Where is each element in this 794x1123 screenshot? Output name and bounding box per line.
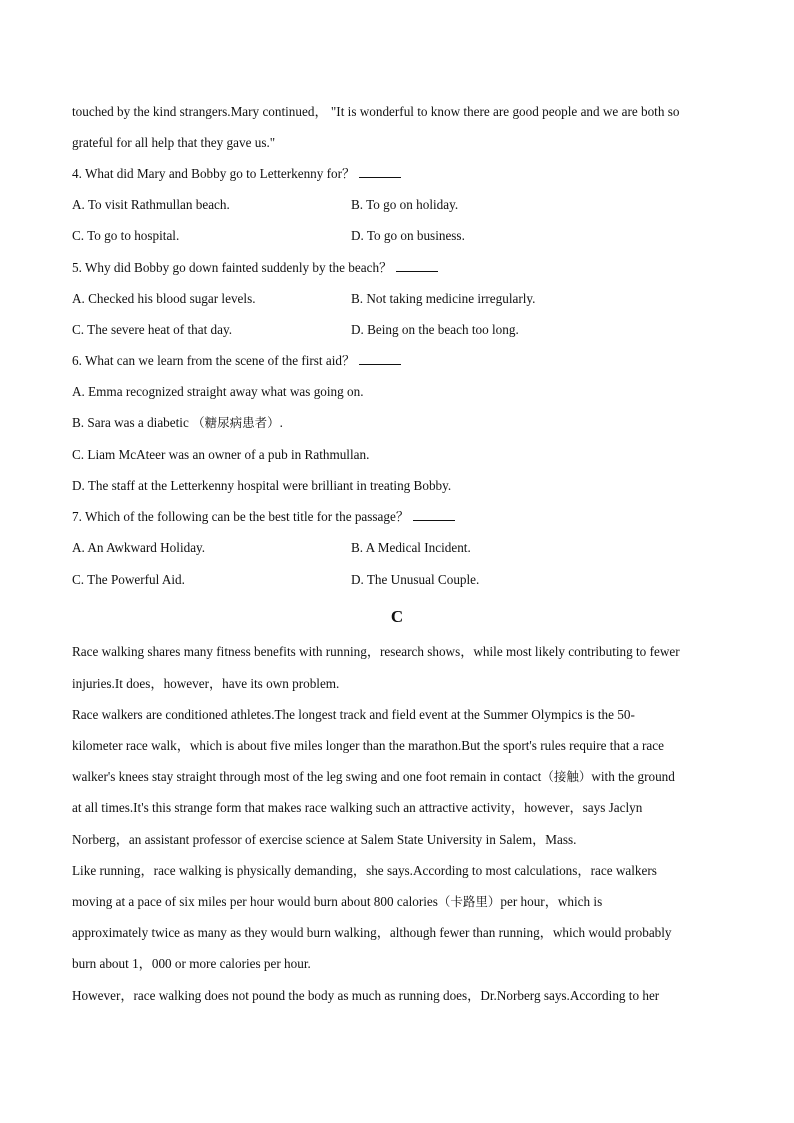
section-c-line-9-text: moving at a pace of six miles per hour would burn about 800 calories	[72, 894, 438, 909]
answer-blank-5	[396, 259, 438, 272]
section-c-line-7: Norberg，an assistant professor of exercise science at Salem State University in Salem，Mass.	[72, 832, 577, 847]
section-c-line-12: However，race walking does not pound the body as much as running does，Dr.Norberg says.According to her	[72, 988, 660, 1003]
question-6-option-a: A. Emma recognized straight away what was going on.	[72, 384, 364, 399]
passage-b-line-1: touched by the kind strangers.Mary continued， "It is wonderful to know there are good people and we are both so	[72, 104, 680, 119]
question-5-stem	[72, 258, 722, 278]
section-c-line-5-text: walker's knees stay straight through most of the leg swing and one foot remain in contact	[72, 769, 542, 784]
question-7-option-b: B. A Medical Incident.	[351, 540, 471, 555]
question-5-option-a: A. Checked his blood sugar levels.	[72, 291, 256, 306]
question-4-option-a: A. To visit Rathmullan beach.	[72, 197, 230, 212]
answer-blank-7	[413, 508, 455, 521]
answer-blank-6	[359, 352, 401, 365]
question-7-option-c: C. The Powerful Aid.	[72, 572, 185, 587]
section-c-line-9-end: per hour，which is	[500, 894, 603, 909]
question-5-option-d: D. Being on the beach too long.	[351, 322, 519, 337]
question-6-option-b-text: B. Sara was a diabetic	[72, 415, 193, 430]
question-6-option-d: D. The staff at the Letterkenny hospital were brilliant in treating Bobby.	[72, 478, 452, 493]
question-6-stem	[72, 351, 722, 371]
section-c-line-10: approximately twice as many as they would burn walking，although fewer than running，which would probably	[72, 925, 672, 940]
question-6-option-b-end: .	[279, 415, 283, 430]
question-7-stem	[72, 507, 722, 527]
question-5-text: 5. Why did Bobby go down fainted suddenly by the beach？	[72, 260, 393, 275]
question-7-option-d: D. The Unusual Couple.	[351, 572, 480, 587]
section-c-line-5-gloss: （接触）	[541, 769, 592, 784]
question-7-text: 7. Which of the following can be the best title for the passage？	[72, 509, 410, 524]
question-5-option-c: C. The severe heat of that day.	[72, 322, 233, 337]
section-c-line-9-gloss: （卡路里）	[437, 894, 501, 909]
question-7-option-a: A. An Awkward Holiday.	[72, 540, 206, 555]
section-c-title: C	[390, 607, 404, 626]
section-c-line-5	[72, 767, 722, 787]
question-6-option-b-gloss: （糖尿病患者）	[192, 415, 280, 430]
question-6-option-b	[72, 413, 283, 433]
answer-blank-4	[359, 165, 401, 178]
question-4-option-d: D. To go on business.	[351, 228, 465, 243]
question-5-option-b: B. Not taking medicine irregularly.	[351, 291, 536, 306]
section-c-line-5-end: with the ground	[591, 769, 675, 784]
section-c-line-1: Race walking shares many fitness benefits with running，research shows，while most likely contributing to fewer	[72, 644, 680, 659]
question-4-text: 4. What did Mary and Bobby go to Letterkenny for？	[72, 166, 356, 181]
passage-b-line-2: grateful for all help that they gave us."	[72, 135, 276, 150]
section-c-line-4: kilometer race walk，which is about five miles longer than the marathon.But the sport's rules require that a race	[72, 738, 664, 753]
question-4-stem	[72, 164, 722, 184]
question-6-text: 6. What can we learn from the scene of the first aid？	[72, 353, 356, 368]
section-c-line-11: burn about 1，000 or more calories per hour.	[72, 956, 311, 971]
question-4-option-c: C. To go to hospital.	[72, 228, 180, 243]
question-4-option-b: B. To go on holiday.	[351, 197, 459, 212]
section-c-line-8: Like running，race walking is physically demanding，she says.According to most calculations，race walkers	[72, 863, 657, 878]
section-c-line-6: at all times.It's this strange form that makes race walking such an attractive activity，however，says Jaclyn	[72, 800, 643, 815]
question-6-option-c: C. Liam McAteer was an owner of a pub in Rathmullan.	[72, 447, 370, 462]
section-c-line-2: injuries.It does，however，have its own problem.	[72, 676, 340, 691]
section-c-line-9	[72, 892, 722, 912]
section-c-line-3: Race walkers are conditioned athletes.The longest track and field event at the Summer Olympics is the 50-	[72, 707, 635, 722]
